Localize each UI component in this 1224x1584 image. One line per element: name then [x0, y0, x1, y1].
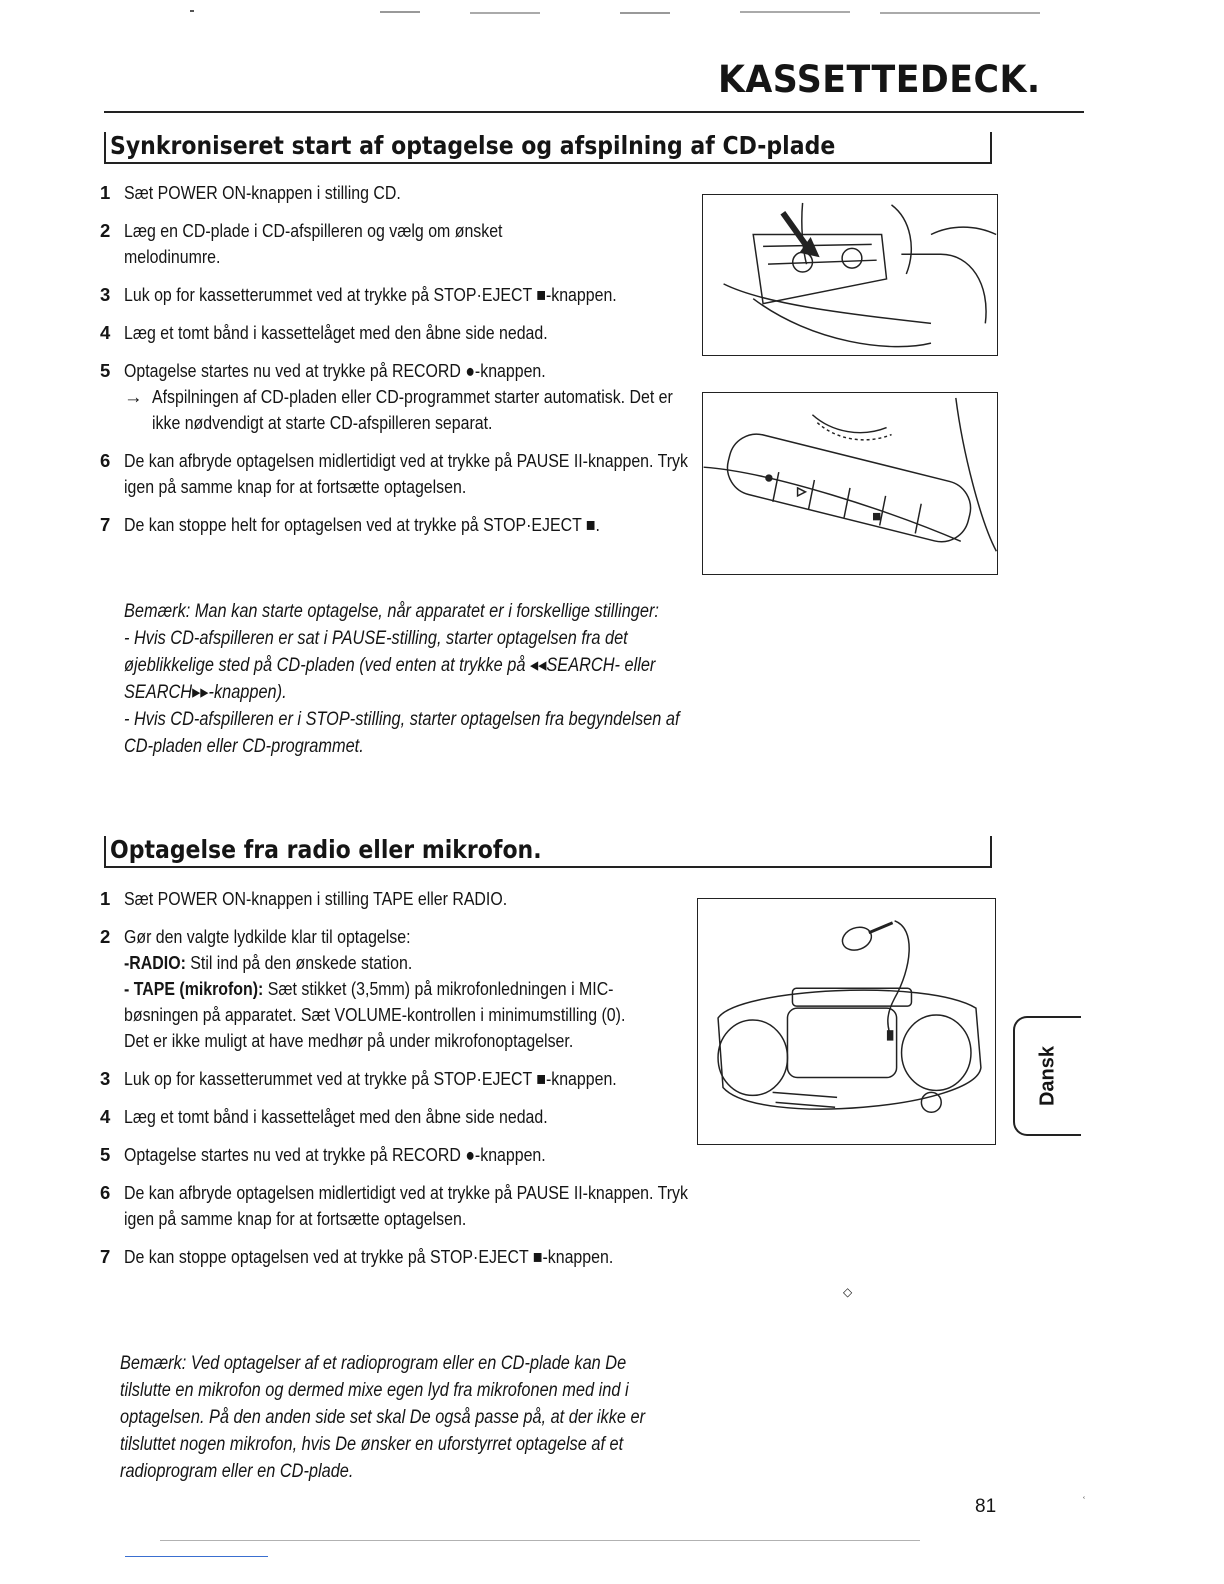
language-tab-label: Dansk: [1036, 1045, 1059, 1107]
step-number: 5: [100, 1144, 111, 1165]
list-item: [100, 358, 690, 436]
step-number: 7: [100, 514, 111, 535]
list-item: [100, 924, 690, 1054]
scan-speck: [160, 1540, 920, 1541]
step-text: De kan afbryde optagelsen midlertidigt ved at trykke på PAUSE II-knappen. Tryk igen på samme knap for at fortsætte optagelsen.: [124, 1182, 688, 1229]
scan-mark: ʿ: [1082, 1494, 1086, 1508]
list-item: [100, 1244, 690, 1270]
note-line: - Hvis CD-afspilleren er i STOP-stilling, starter optagelsen fra begyndelsen af CD-pladen eller CD-programmet.: [124, 709, 680, 757]
step-result-text: Afspilningen af CD-pladen eller CD-programmet starter automatisk. Det er ikke nødvendigt at starte CD-afspilleren separat.: [152, 386, 673, 433]
page-number: 81: [975, 1496, 997, 1517]
step-result: [124, 384, 690, 436]
list-item: [100, 282, 690, 308]
cassette-insert-illustration: [702, 194, 998, 356]
tape-buttons-illustration: [702, 392, 998, 575]
section-heading-radio-mic: [104, 836, 992, 868]
step-text: Gør den valgte lydkilde klar til optagelse:: [124, 926, 411, 947]
step-text: Luk op for kassetterummet ved at trykke på STOP·EJECT ■-knappen.: [124, 284, 617, 305]
scan-speck: [620, 12, 670, 14]
step-number: 1: [100, 182, 111, 203]
step-text: Læg et tomt bånd i kassettelåget med den åbne side nedad.: [124, 322, 548, 343]
heading-underline: [106, 866, 990, 868]
list-item: [100, 180, 690, 206]
list-item: [100, 1104, 690, 1130]
note-text: Bemærk: Ved optagelser af et radioprogram eller en CD-plade kan De tilslutte en mikrofon og dermed mixe egen lyd fra mikrofonen med ind i optagelsen. På den anden side set skal De også passe på, at der ikke er tilsluttet nogen mikrofon, hvis De ønsker en uforstyrret optagelse af et radioprogram eller en CD-plade.: [120, 1353, 646, 1482]
language-tab: [1013, 1016, 1081, 1136]
scan-speck: [880, 12, 1040, 14]
radio-sub-step: [124, 950, 689, 976]
step-text: Luk op for kassetterummet ved at trykke på STOP·EJECT ■-knappen.: [124, 1068, 617, 1089]
sync-note: [124, 598, 687, 760]
page-title: KASSETTEDECK.: [718, 58, 1041, 101]
step-text: Sæt POWER ON-knappen i stilling TAPE eller RADIO.: [124, 888, 508, 909]
section-heading-sync-recording: [104, 132, 992, 164]
step-number: 4: [100, 322, 111, 343]
list-item: [100, 320, 690, 346]
step-text: De kan afbryde optagelsen midlertidigt ved at trykke på PAUSE II-knappen. Tryk igen på samme knap for at fortsætte optagelsen.: [124, 450, 688, 497]
sync-steps-list: [100, 180, 690, 538]
tape-sub-step: [124, 976, 635, 1054]
step-number: 6: [100, 1182, 111, 1203]
list-item: [100, 218, 690, 270]
list-item: [100, 448, 690, 500]
scan-speck: [470, 12, 540, 14]
tape-buttons-icon: [703, 393, 997, 574]
step-number: 2: [100, 220, 111, 241]
step-number: 4: [100, 1106, 111, 1127]
step-text: De kan stoppe optagelsen ved at trykke på STOP·EJECT ■-knappen.: [124, 1246, 614, 1267]
scan-speck: [740, 11, 850, 13]
boombox-microphone-icon: [698, 899, 995, 1144]
list-item: [100, 512, 690, 538]
step-number: 3: [100, 1068, 111, 1089]
radio-steps-list: [100, 886, 690, 1270]
boombox-microphone-illustration: [697, 898, 996, 1145]
sub-step-text: Stil ind på den ønskede station.: [185, 952, 413, 973]
list-item: [100, 886, 690, 912]
section-heading-text: Synkroniseret start af optagelse og afspilning af CD-plade: [110, 131, 836, 160]
heading-underline: [106, 162, 990, 164]
step-text: Læg en CD-plade i CD-afspilleren og vælg om ønsket melodinumre.: [124, 220, 503, 267]
step-number: 7: [100, 1246, 111, 1267]
step-number: 5: [100, 360, 111, 381]
title-rule: [104, 111, 1084, 113]
arrow-right-icon: →: [124, 386, 143, 407]
step-number: 1: [100, 888, 111, 909]
note-line: Bemærk: Man kan starte optagelse, når apparatet er i forskellige stillinger:: [124, 601, 659, 622]
cassette-insert-icon: [703, 195, 997, 355]
scan-mark: ◇: [843, 1285, 853, 1299]
step-text: Optagelse startes nu ved at trykke på RECORD ●-knappen.: [124, 1144, 546, 1165]
step-number: 2: [100, 926, 111, 947]
note-line: - Hvis CD-afspilleren er sat i PAUSE-stilling, starter optagelsen fra det øjeblikkelige sted på CD-pladen (ved enten at trykke på ◂◂SEARCH- eller SEARCH▸▸-knappen).: [124, 628, 656, 703]
step-number: 6: [100, 450, 111, 471]
sub-step-text: Sæt stikket (3,5mm) på mikrofonledningen i MIC-bøsningen på apparatet. Sæt VOLUME-kontrollen i minimumstilling (0). Det er ikke muligt at have medhør på under mikrofonoptagelser.: [124, 978, 626, 1051]
section-heading-text: Optagelse fra radio eller mikrofon.: [110, 835, 542, 864]
list-item: [100, 1180, 690, 1232]
step-text: Optagelse startes nu ved at trykke på RECORD ●-knappen.: [124, 360, 546, 381]
step-text: Læg et tomt bånd i kassettelåget med den åbne side nedad.: [124, 1106, 548, 1127]
list-item: [100, 1066, 690, 1092]
sub-step-label: - TAPE (mikrofon):: [124, 978, 264, 999]
scan-speck: [190, 10, 194, 12]
sub-step-label: -RADIO:: [124, 952, 186, 973]
list-item: [100, 1142, 690, 1168]
scan-speck: [380, 11, 420, 13]
bottom-rule: [125, 1556, 268, 1557]
step-text: Sæt POWER ON-knappen i stilling CD.: [124, 182, 401, 203]
radio-note: [120, 1350, 653, 1485]
step-number: 3: [100, 284, 111, 305]
step-text: De kan stoppe helt for optagelsen ved at trykke på STOP·EJECT ■.: [124, 514, 600, 535]
